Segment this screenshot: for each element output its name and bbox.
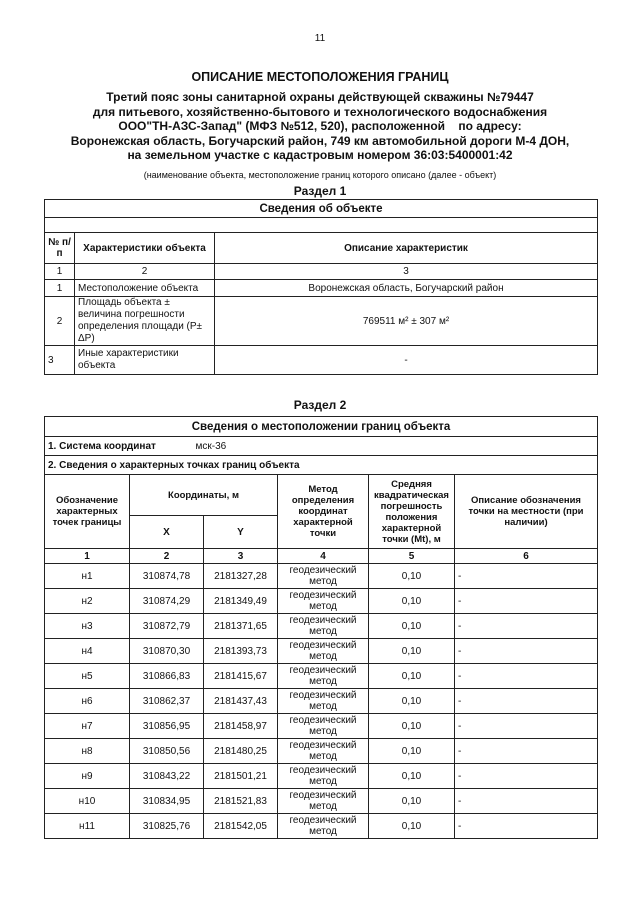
point-y: 2181415,67 [204, 664, 278, 689]
point-desc: - [455, 764, 598, 789]
row-num: 1 [45, 280, 75, 297]
point-desc: - [455, 714, 598, 739]
point-error: 0,10 [369, 614, 455, 639]
point-error: 0,10 [369, 764, 455, 789]
point-error: 0,10 [369, 814, 455, 839]
point-error: 0,10 [369, 664, 455, 689]
point-method: геодезический метод [278, 589, 369, 614]
point-x: 310872,79 [130, 614, 204, 639]
col-number: 4 [278, 549, 369, 564]
point-method: геодезический метод [278, 639, 369, 664]
coord-system-label: 1. Система координат [48, 440, 156, 452]
point-id: н10 [45, 789, 130, 814]
point-desc: - [455, 639, 598, 664]
point-y: 2181542,05 [204, 814, 278, 839]
point-x: 310834,95 [130, 789, 204, 814]
point-method: геодезический метод [278, 664, 369, 689]
point-desc: - [455, 614, 598, 639]
point-method: геодезический метод [278, 689, 369, 714]
col-number: 1 [45, 549, 130, 564]
point-x: 310850,56 [130, 739, 204, 764]
header-num: № п/п [45, 233, 75, 264]
document-title: ОПИСАНИЕ МЕСТОПОЛОЖЕНИЯ ГРАНИЦ [191, 70, 449, 84]
point-x: 310856,95 [130, 714, 204, 739]
point-desc: - [455, 689, 598, 714]
row-characteristic: Иные характеристики объекта [75, 346, 215, 375]
header-point: Обозначение характерных точек границы [45, 475, 130, 549]
object-description [30, 90, 610, 163]
point-y: 2181393,73 [204, 639, 278, 664]
table-row [45, 664, 598, 689]
subject-line: ООО"ТН-АЗС-Запад" (МФЗ №512, 520), расположенной по адресу: [118, 119, 522, 134]
point-id: н1 [45, 564, 130, 589]
point-method: геодезический метод [278, 614, 369, 639]
table-row [45, 739, 598, 764]
table-row [45, 346, 598, 375]
point-x: 310825,76 [130, 814, 204, 839]
table-row [45, 814, 598, 839]
page-number: 11 [314, 33, 326, 44]
point-id: н6 [45, 689, 130, 714]
points-label: 2. Сведения о характерных точках границ объекта [45, 456, 598, 475]
table-row [45, 764, 598, 789]
point-x: 310874,29 [130, 589, 204, 614]
point-method: геодезический метод [278, 814, 369, 839]
subject-line: для питьевого, хозяйственно-бытового и технологического водоснабжения [92, 104, 548, 119]
col-number: 6 [455, 549, 598, 564]
point-error: 0,10 [369, 714, 455, 739]
point-desc: - [455, 814, 598, 839]
table-row [45, 714, 598, 739]
header-error: Средняя квадратическая погрешность положения характерной точки (Mt), м [369, 475, 455, 549]
subject-line: на земельном участке с кадастровым номером 36:03:5400001:42 [127, 148, 513, 163]
point-id: н2 [45, 589, 130, 614]
point-error: 0,10 [369, 689, 455, 714]
point-id: н4 [45, 639, 130, 664]
point-error: 0,10 [369, 639, 455, 664]
point-method: геодезический метод [278, 789, 369, 814]
col-number: 5 [369, 549, 455, 564]
section2-band: Сведения о местоположении границ объекта [45, 417, 598, 437]
point-desc: - [455, 664, 598, 689]
header-coords: Координаты, м [130, 475, 278, 516]
header-y: Y [204, 516, 278, 549]
point-id: н9 [45, 764, 130, 789]
point-error: 0,10 [369, 564, 455, 589]
point-desc: - [455, 739, 598, 764]
point-id: н7 [45, 714, 130, 739]
header-description: Описание характеристик [215, 233, 598, 264]
row-num: 3 [45, 346, 75, 375]
subject-line: Воронежская область, Богучарский район, 749 км автомобильной дороги М-4 ДОН, [70, 133, 570, 148]
point-method: геодезический метод [278, 564, 369, 589]
point-y: 2181521,83 [204, 789, 278, 814]
point-error: 0,10 [369, 789, 455, 814]
point-y: 2181437,43 [204, 689, 278, 714]
object-info-table [44, 199, 598, 375]
point-error: 0,10 [369, 589, 455, 614]
header-x: X [130, 516, 204, 549]
point-x: 310870,30 [130, 639, 204, 664]
point-id: н5 [45, 664, 130, 689]
point-y: 2181480,25 [204, 739, 278, 764]
spacer-row [45, 218, 598, 233]
point-x: 310874,78 [130, 564, 204, 589]
point-method: геодезический метод [278, 739, 369, 764]
table-row [45, 589, 598, 614]
point-x: 310862,37 [130, 689, 204, 714]
header-method: Метод определения координат характерной точки [278, 475, 369, 549]
point-y: 2181327,28 [204, 564, 278, 589]
point-method: геодезический метод [278, 714, 369, 739]
table-row [45, 564, 598, 589]
point-y: 2181349,49 [204, 589, 278, 614]
subject-line: Третий пояс зоны санитарной охраны действующей скважины №79447 [106, 90, 534, 104]
row-description: 769511 м² ± 307 м² [215, 297, 598, 346]
subject-caption: (наименование объекта, местоположение границ которого описано (далее - объект) [143, 170, 497, 180]
point-method: геодезический метод [278, 764, 369, 789]
point-y: 2181501,21 [204, 764, 278, 789]
point-id: н8 [45, 739, 130, 764]
row-characteristic: Площадь объекта ± величина погрешности определения площади (P± ΔP) [75, 297, 215, 346]
table-row [45, 639, 598, 664]
row-characteristic: Местоположение объекта [75, 280, 215, 297]
point-x: 310843,22 [130, 764, 204, 789]
col-number: 1 [45, 264, 75, 280]
point-id: н11 [45, 814, 130, 839]
point-desc: - [455, 589, 598, 614]
col-number: 3 [204, 549, 278, 564]
table-row [45, 789, 598, 814]
coord-system-value: мск-36 [195, 440, 227, 452]
row-description: Воронежская область, Богучарский район [215, 280, 598, 297]
boundary-points-table [44, 416, 598, 839]
row-description: - [215, 346, 598, 375]
header-desc: Описание обозначения точки на местности (при наличии) [455, 475, 598, 549]
point-desc: - [455, 789, 598, 814]
table-row [45, 614, 598, 639]
table-row [45, 280, 598, 297]
row-num: 2 [45, 297, 75, 346]
point-error: 0,10 [369, 739, 455, 764]
coord-system [45, 437, 598, 456]
point-x: 310866,83 [130, 664, 204, 689]
col-number: 2 [75, 264, 215, 280]
section2-title: Раздел 2 [293, 398, 347, 412]
section1-band: Сведения об объекте [45, 200, 598, 218]
point-y: 2181458,97 [204, 714, 278, 739]
point-id: н3 [45, 614, 130, 639]
col-number: 2 [130, 549, 204, 564]
header-characteristic: Характеристики объекта [75, 233, 215, 264]
section1-title: Раздел 1 [293, 184, 347, 198]
col-number: 3 [215, 264, 598, 280]
point-desc: - [455, 564, 598, 589]
point-y: 2181371,65 [204, 614, 278, 639]
table-row [45, 297, 598, 346]
table-row [45, 689, 598, 714]
